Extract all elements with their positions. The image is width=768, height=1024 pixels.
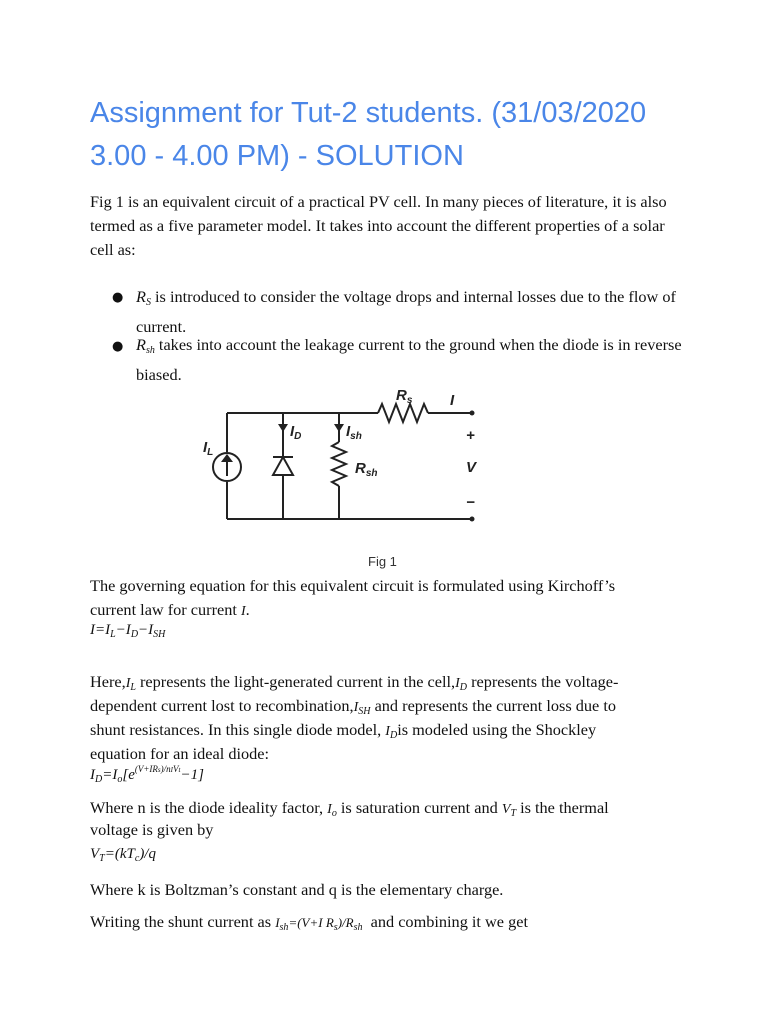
intro-paragraph: Fig 1 is an equivalent circuit of a practical PV cell. In many pieces of literature, it is also termed as a five parameter model. It takes into account the different properties of a solar cell as: bbox=[90, 192, 667, 259]
id-arrow-head bbox=[278, 424, 288, 432]
boltzmann-line: Where k is Boltzman’s constant and q is the elementary charge. bbox=[90, 880, 504, 899]
here-line-1: $Here,I_L$ represents the light-generated current in the $cell,I_D$ represents the voltage- bbox=[90, 672, 619, 693]
series-resistor bbox=[378, 404, 428, 422]
bullet-rsh-text: takes into account the leakage current to the ground when the diode is in reverse biased. bbox=[136, 335, 682, 384]
diode-symbol bbox=[273, 457, 293, 475]
figure-caption: Fig 1 bbox=[368, 554, 397, 569]
shunt-resistor bbox=[332, 442, 346, 486]
source-arrow-head bbox=[221, 454, 233, 462]
where-line-1: Where n is the diode ideality factor, $I_o$ is saturation current and $V_T$ is the thermal bbox=[90, 798, 609, 819]
label-plus: + bbox=[466, 427, 475, 444]
rsh-symbol: R bbox=[136, 335, 146, 354]
equation-shockley: $I_D=I_o[e^{(V+IRs)/nIVt}-1]$ bbox=[90, 764, 204, 785]
rsh-subscript: sh bbox=[145, 345, 155, 356]
governing-variable: I bbox=[240, 604, 246, 619]
terminal-bottom bbox=[470, 517, 475, 522]
ish-arrow-head bbox=[334, 424, 344, 432]
shunt-current-line: Writing the shunt current as $I_{sh}=(V+I$ $R_s)/R_{sh}$ and combining it we get bbox=[90, 912, 528, 933]
label-rs: $R_s$ bbox=[396, 387, 413, 406]
bullet-rs-text: is introduced to consider the voltage drops and internal losses due to the flow of current. bbox=[136, 287, 676, 336]
governing-text: current law for current bbox=[90, 600, 237, 619]
label-rsh: $R_{sh}$ bbox=[355, 460, 378, 479]
rs-symbol: R bbox=[136, 287, 146, 306]
label-v: V bbox=[466, 459, 477, 476]
terminal-top bbox=[470, 411, 475, 416]
governing-line-1: The governing equation for this equivalent circuit is formulated using Kirchoff’s bbox=[90, 576, 616, 595]
where-line-2: voltage is given by bbox=[90, 820, 214, 839]
label-minus: − bbox=[466, 494, 475, 511]
equation-kcl: $I=I_L-I_D-I_{SH}$ bbox=[90, 622, 166, 640]
label-i: I bbox=[450, 392, 455, 409]
here-line-2: dependent current lost to $recombination,I_{SH}$ and represents the current loss due to bbox=[90, 696, 616, 717]
label-il: $I_L$ bbox=[203, 439, 214, 458]
here-line-4: equation for an ideal diode: bbox=[90, 744, 270, 763]
rs-subscript: S bbox=[145, 297, 151, 308]
bullet-dot: ● bbox=[112, 339, 124, 354]
label-id: $I_D$ bbox=[290, 423, 302, 442]
equation-thermal-voltage: $V_T=(kT_c)/q$ bbox=[90, 846, 156, 864]
page-title: Assignment for Tut-2 students. (31/03/2020 3.00 - 4.00 PM) - SOLUTION bbox=[90, 97, 647, 172]
governing-line-2: current law for current I. bbox=[90, 600, 250, 619]
bullet-dot: ● bbox=[112, 290, 124, 305]
here-line-3: shunt resistances. In this single diode model, $I_Dis$ modeled using the Shockley bbox=[90, 720, 597, 741]
label-ish: $I_{sh}$ bbox=[346, 423, 362, 442]
